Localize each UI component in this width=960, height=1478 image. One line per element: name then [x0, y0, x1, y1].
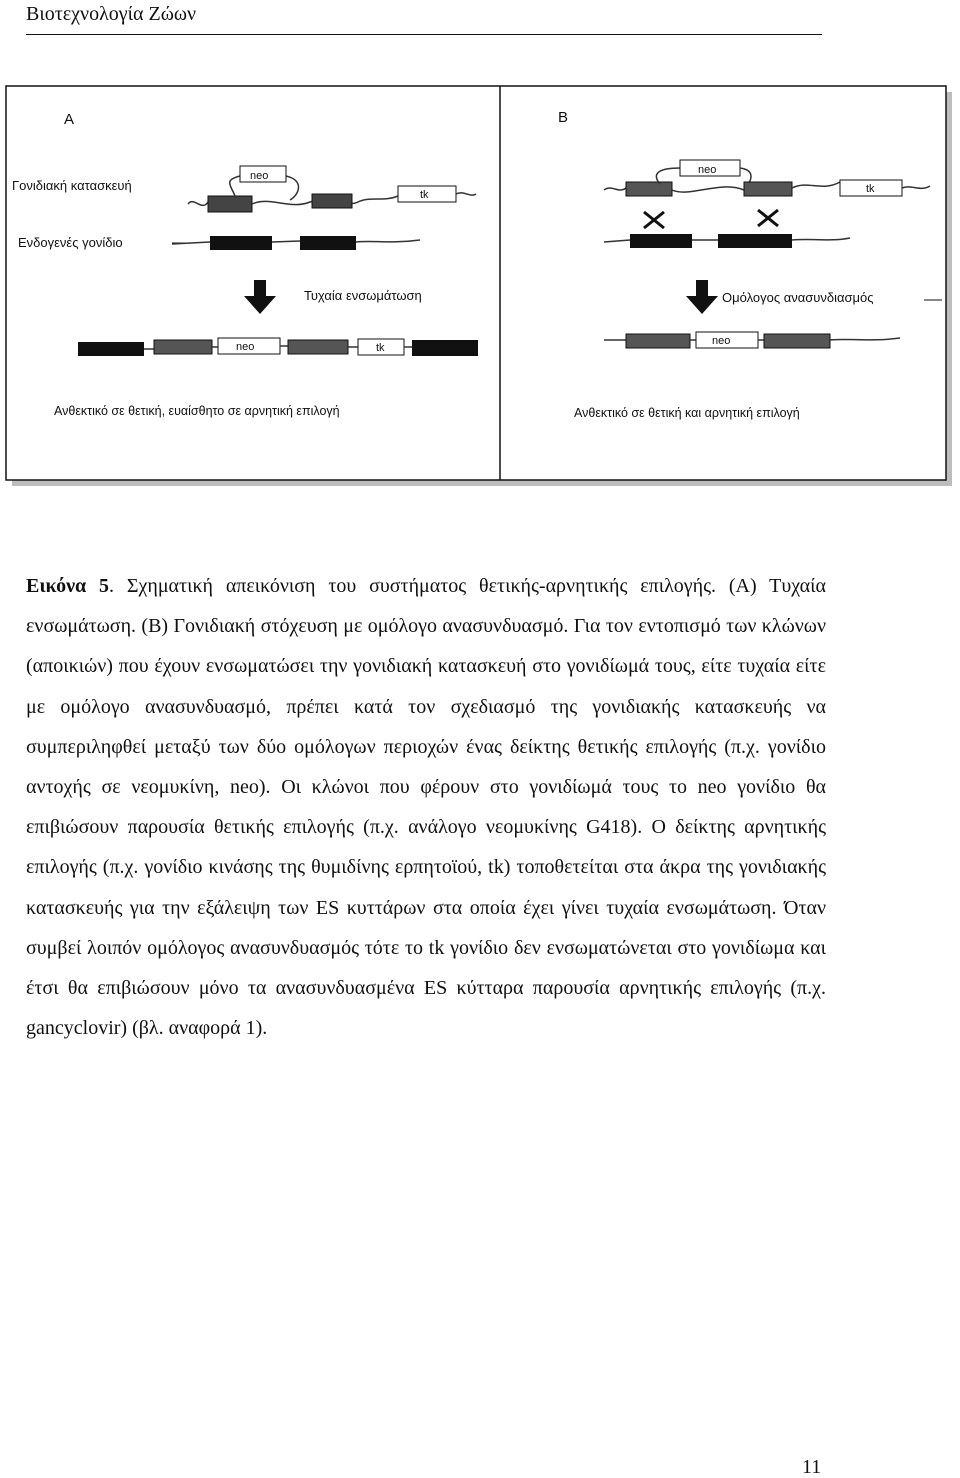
- figure-caption-text: . Σχηματική απεικόνιση του συστήματος θετικής-αρνητικής επιλογής. (Α) Τυχαία ενσωμάτωση. (Β) Γονιδιακή στόχευση με ομόλογο ανασυνδυασμό.: [26, 575, 826, 638]
- panel-b-result-block-2: [764, 334, 830, 348]
- panel-b-construct-block-right: [744, 182, 792, 196]
- caption-and-body: [26, 566, 826, 1048]
- panel-a-letter: Α: [64, 111, 75, 128]
- panel-a-arrow-label: Τυχαία ενσωμάτωση: [304, 288, 422, 303]
- panel-b-construct-block-left: [626, 182, 672, 196]
- panel-b-arrow-label: Ομόλογος ανασυνδιασμός: [722, 290, 874, 305]
- panel-a-endogenous-block-left: [210, 236, 272, 250]
- figure-diagram-svg: [0, 84, 960, 504]
- figure-caption-label: Εικόνα 5: [26, 575, 110, 597]
- body-paragraph: Για τον εντοπισμό των κλώνων (αποικιών) που έχουν ενσωματώσει την γονιδιακή κατασκευή στο γονιδίωμά τους, είτε τυχαία είτε με ομόλογο ανασυνδυασμό, πρέπει κατά τον σχεδιασμό της γονιδιακής κατασκευής να συμπεριληφθεί μεταξύ των δύο ομόλογων περιοχών ένας δείκτης θετικής επιλογής (π.χ. γονίδιο αντοχής σε νεομυκίνη, neo). Οι κλώνοι που φέρουν στο γονιδίωμά τους το neo γονίδιο θα επιβιώσουν παρουσία θετικής επιλογής (π.χ. ανάλογο νεομυκίνης G418). Ο δείκτης αρνητικής επιλογής (π.χ. γονίδιο κινάσης της θυμιδίνης ερπητοϊού, tk) τοποθετείται στα άκρα της γονιδιακής κατασκευής για την εξάλειψη των ES κυττάρων στα οποία έχει γίνει τυχαία ενσωμάτωση. Όταν συμβεί λοιπόν ομόλογος ανασυνδυασμός τότε το tk γονίδιο δεν ενσωματώνεται στο γονιδίωμα και έτσι θα επιβιώσουν μόνο τα ανασυνδυασμένα ES κύτταρα παρουσία αρνητικής επιλογής (π.χ. gancyclovir) (βλ. αναφορά 1).: [26, 615, 826, 1040]
- figure-frame: [6, 86, 946, 480]
- panel-a-result-block-4: [412, 340, 478, 356]
- panel-a-endogenous-label: Ενδογενές γονίδιο: [18, 235, 123, 250]
- panel-b-result-label: Ανθεκτικό σε θετική και αρνητική επιλογή: [574, 406, 800, 420]
- page-number: 11: [802, 1456, 822, 1478]
- panel-a-result-block-3: [288, 340, 348, 354]
- figure-selection-schematic: [0, 84, 960, 504]
- panel-b-letter: Β: [558, 109, 569, 126]
- panel-b-tk-text: tk: [866, 183, 875, 195]
- panel-a-result-tk-text: tk: [376, 342, 385, 354]
- panel-b-neo-text: neo: [698, 164, 717, 176]
- panel-a-result-block-1: [78, 342, 144, 356]
- panel-a-result-label: Ανθεκτικό σε θετική, ευαίσθητο σε αρνητική επιλογή: [54, 404, 340, 418]
- panel-b-result-neo-text: neo: [712, 335, 731, 347]
- header-rule: [26, 34, 822, 35]
- panel-a-tk-text: tk: [420, 189, 429, 201]
- panel-b-endogenous-block-right: [718, 234, 792, 248]
- panel-b-endogenous-block-left: [630, 234, 692, 248]
- running-header: Βιοτεχνολογία Ζώων: [26, 3, 197, 25]
- panel-a-construct-block-right: [312, 194, 352, 208]
- panel-a-endogenous-dna-mid: [272, 241, 300, 242]
- panel-a-construct-block-left: [208, 196, 252, 212]
- panel-a-construct-label: Γονιδιακή κατασκευή: [12, 178, 132, 193]
- panel-a-result-neo-text: neo: [236, 341, 255, 353]
- panel-a-result-block-2: [154, 340, 212, 354]
- panel-a-endogenous-block-right: [300, 236, 356, 250]
- panel-b-result-block-1: [626, 334, 690, 348]
- panel-a-neo-text: neo: [250, 170, 269, 182]
